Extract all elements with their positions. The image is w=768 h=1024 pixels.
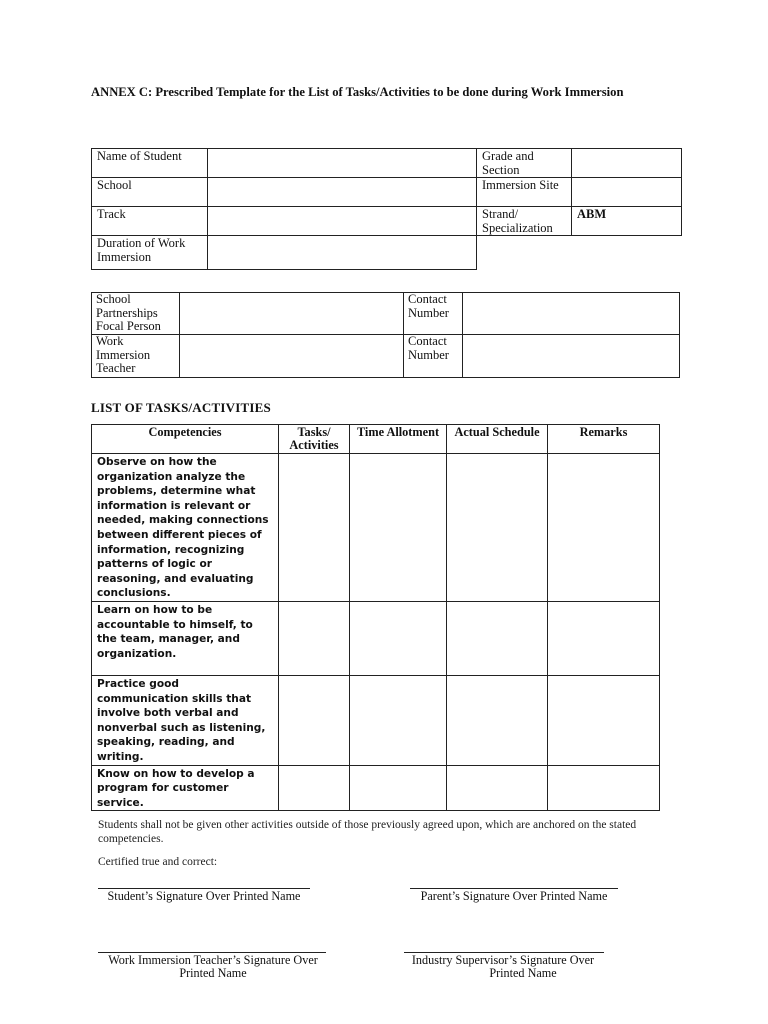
schedule-cell[interactable] (447, 454, 548, 602)
schedule-cell[interactable] (447, 601, 548, 675)
header-competencies: Competencies (92, 425, 279, 454)
remarks-cell[interactable] (548, 765, 660, 811)
contact-number-label: Contact Number (404, 335, 463, 378)
teacher-field[interactable] (180, 335, 404, 378)
schedule-cell[interactable] (447, 675, 548, 765)
header-time-allotment: Time Allotment (350, 425, 447, 454)
header-tasks-activities: Tasks/ Activities (279, 425, 350, 454)
header-remarks: Remarks (548, 425, 660, 454)
teacher-signature-label-line2: Printed Name (179, 966, 247, 980)
contact-number-label: Contact Number (404, 293, 463, 335)
tasks-cell[interactable] (279, 601, 350, 675)
strand-value[interactable]: ABM (572, 207, 682, 236)
tasks-cell[interactable] (279, 765, 350, 811)
teacher-signature-label-line1: Work Immersion Teacher’s Signature Over (108, 953, 318, 967)
certified-text: Certified true and correct: (98, 856, 218, 868)
time-cell[interactable] (350, 601, 447, 675)
activities-note: Students shall not be given other activities outside of those previously agreed upon, which are anchored on the stated competencies. (98, 819, 637, 845)
student-signature-label: Student’s Signature Over Printed Name (107, 889, 301, 903)
duration-label: Duration of Work Immersion (92, 236, 208, 270)
table-row (92, 765, 660, 811)
contact-table (91, 292, 680, 378)
remarks-cell[interactable] (548, 454, 660, 602)
header-actual-schedule: Actual Schedule (447, 425, 548, 454)
name-of-student-field[interactable] (208, 149, 477, 178)
remarks-cell[interactable] (548, 601, 660, 675)
tasks-table (91, 424, 660, 811)
document-title: ANNEX C: Prescribed Template for the List of Tasks/Activities to be done during Work Immersion (91, 85, 624, 99)
industry-signature-label-line2: Printed Name (489, 966, 557, 980)
table-row (92, 601, 660, 675)
school-field[interactable] (208, 178, 477, 207)
focal-person-field[interactable] (180, 293, 404, 335)
competency-cell: Know on how to develop a program for customer service. (92, 765, 279, 811)
empty-cell (572, 236, 682, 270)
focal-person-label: School Partnerships Focal Person (92, 293, 180, 335)
competency-cell: Observe on how the organization analyze the problems, determine what information is relevant or needed, making connections between different pieces of information, recognizing patterns of logic or reasoning, and evaluating conclusions. (92, 454, 279, 602)
tasks-cell[interactable] (279, 454, 350, 602)
immersion-site-field[interactable] (572, 178, 682, 207)
remarks-cell[interactable] (548, 675, 660, 765)
grade-section-field[interactable] (572, 149, 682, 178)
immersion-site-label: Immersion Site (477, 178, 572, 207)
tasks-section-title: LIST OF TASKS/ACTIVITIES (91, 400, 271, 415)
grade-section-label: Grade and Section (477, 149, 572, 178)
duration-field[interactable] (208, 236, 477, 270)
table-row (92, 454, 660, 602)
schedule-cell[interactable] (447, 765, 548, 811)
industry-signature-label-line1: Industry Supervisor’s Signature Over (411, 953, 595, 967)
competency-cell: Learn on how to be accountable to himself, to the team, manager, and organization. (92, 601, 279, 675)
student-info-table (91, 148, 682, 270)
track-field[interactable] (208, 207, 477, 236)
time-cell[interactable] (350, 675, 447, 765)
teacher-label: Work Immersion Teacher (92, 335, 180, 378)
time-cell[interactable] (350, 765, 447, 811)
parent-signature-label: Parent’s Signature Over Printed Name (420, 889, 608, 903)
time-cell[interactable] (350, 454, 447, 602)
competency-cell: Practice good communication skills that involve both verbal and nonverbal such as listening, speaking, reading, and writing. (92, 675, 279, 765)
name-of-student-label: Name of Student (92, 149, 208, 178)
tasks-cell[interactable] (279, 675, 350, 765)
table-row (92, 675, 660, 765)
teacher-contact-field[interactable] (463, 335, 680, 378)
strand-label: Strand/ Specialization (477, 207, 572, 236)
school-label: School (92, 178, 208, 207)
track-label: Track (92, 207, 208, 236)
focal-contact-field[interactable] (463, 293, 680, 335)
empty-cell (477, 236, 572, 270)
